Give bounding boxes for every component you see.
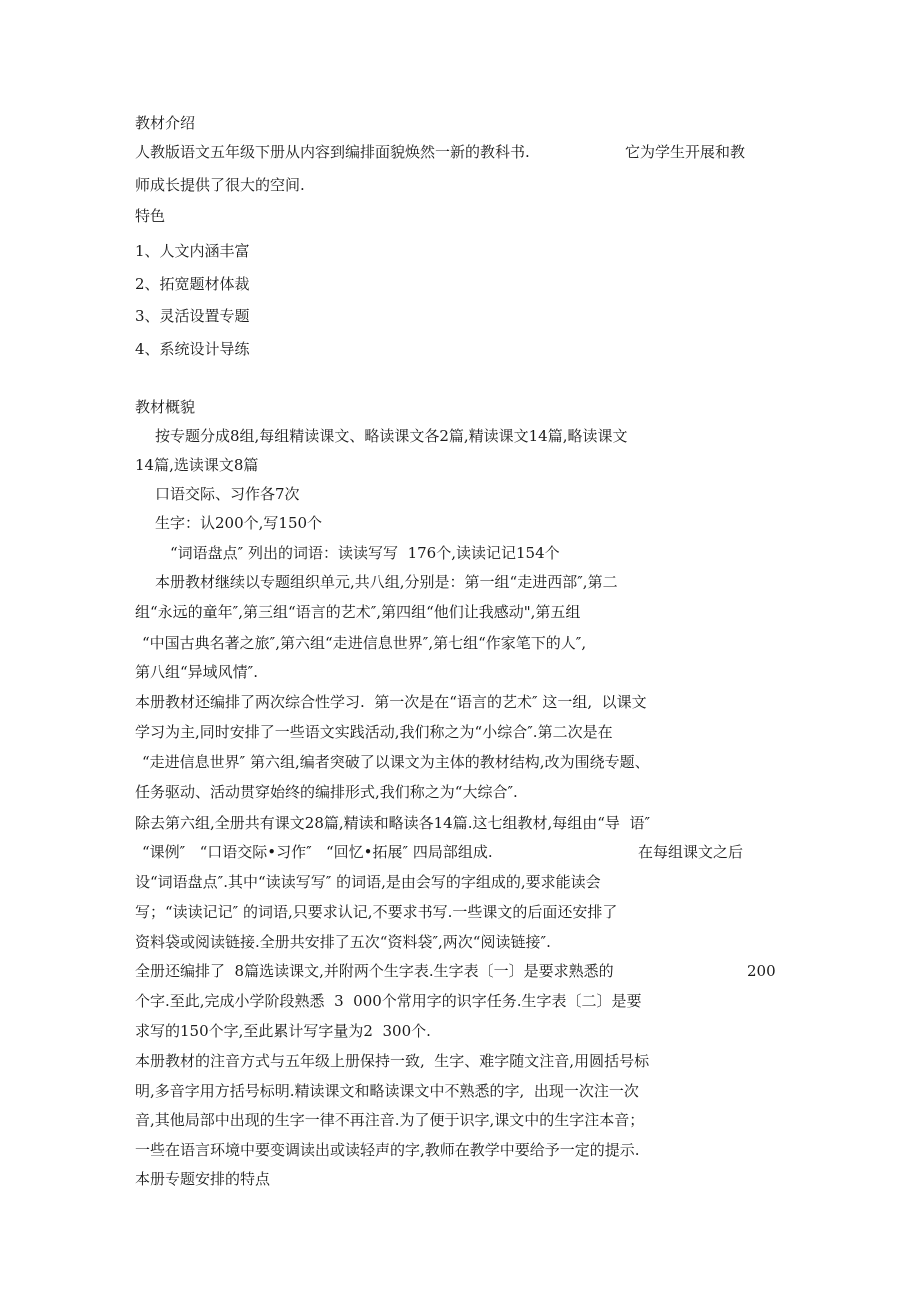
overview-paragraph-line: 求写的150个字,至此累计写字量为2 300个. [135,1022,431,1040]
section-title-intro: 教材介绍 [135,114,196,132]
intro-text-line: 师成长提供了很大的空间. [135,176,305,194]
overview-paragraph-line: 明,多音字用方括号标明.精读课文和略读课文中不熟悉的字, 出现一次注一次 [135,1082,639,1100]
overview-paragraph-line: 组“永远的童年″,第三组“语言的艺术″,第四组“他们让我感动",第五组 [135,603,581,621]
overview-paragraph-line: 任务驱动、活动贯穿始终的编排形式,我们称之为“大综合″. [135,783,518,801]
overview-paragraph-line: 资料袋或阅读链接.全册共安排了五次“资料袋″,两次“阅读链接″. [135,933,551,951]
overview-paragraph-line: 学习为主,同时安排了一些语文实践活动,我们称之为“小综合″.第二次是在 [135,723,613,741]
section-title-features: 特色 [135,207,166,225]
overview-paragraph-line: 14篇,选读课文8篇 [135,456,259,474]
overview-paragraph-line-right: 在每组课文之后 [638,843,744,861]
overview-paragraph-line: 全册还编排了 8篇选读课文,并附两个生字表.生字表〔一〕是要求熟悉的 [135,962,614,980]
feature-item: 4、系统设计导练 [135,340,250,358]
feature-item: 2、拓宽题材体裁 [135,275,250,293]
overview-paragraph-line: “课例″ “口语交际•习作″ “回忆•拓展″ 四局部组成. [142,843,493,861]
overview-paragraph-line: “中国古典名著之旅″,第六组“走进信息世界″,第七组“作家笔下的人″, [142,634,587,652]
section-title-overview: 教材概貌 [135,398,196,416]
overview-paragraph-line-right: 200 [747,962,776,980]
overview-paragraph-line: 除去第六组,全册共有课文28篇,精读和略读各14篇.这七组教材,每组由“导 语″ [135,814,651,832]
section-title-topic-features: 本册专题安排的特点 [135,1170,271,1188]
overview-paragraph-line: 生字：认200个,写150个 [155,514,323,532]
overview-paragraph-line: “词语盘点″ 列出的词语：读读写写 176个,读读记记154个 [170,544,560,562]
overview-paragraph-line: 按专题分成8组,每组精读课文、略读课文各2篇,精读课文14篇,略读课文 [155,427,628,445]
overview-paragraph-line: 写；“读读记记″ 的词语,只要求认记,不要求书写.一些课文的后面还安排了 [135,903,618,921]
overview-paragraph-line: 本册教材还编排了两次综合性学习. 第一次是在“语言的艺术″ 这一组, 以课文 [135,693,647,711]
overview-paragraph-line: 口语交际、习作各7次 [155,485,300,503]
overview-paragraph-line: 个字.至此,完成小学阶段熟悉 3 000个常用字的识字任务.生字表〔二〕是要 [135,992,642,1010]
intro-text-line: 人教版语文五年级下册从内容到编排面貌焕然一新的教科书. [135,143,530,161]
overview-paragraph-line: 本册教材继续以专题组织单元,共八组,分别是：第一组“走进西部″,第二 [155,573,618,591]
overview-paragraph-line: 一些在语言环境中要变调读出或读轻声的字,教师在教学中要给予一定的提示. [135,1141,640,1159]
overview-paragraph-line: 设“词语盘点″.其中“读读写写″ 的词语,是由会写的字组成的,要求能读会 [135,873,601,891]
feature-item: 1、人文内涵丰富 [135,242,250,260]
overview-paragraph-line: 第八组“异域风情″. [135,663,259,681]
overview-paragraph-line: “走进信息世界″ 第六组,编者突破了以课文为主体的教材结构,改为围绕专题、 [142,753,650,771]
feature-item: 3、灵活设置专题 [135,307,250,325]
intro-text-line-right: 它为学生开展和教 [625,143,746,161]
overview-paragraph-line: 音,其他局部中出现的生字一律不再注音.为了便于识字,课文中的生字注本音； [135,1111,645,1129]
overview-paragraph-line: 本册教材的注音方式与五年级上册保持一致, 生字、难字随文注音,用圆括号标 [135,1052,650,1070]
